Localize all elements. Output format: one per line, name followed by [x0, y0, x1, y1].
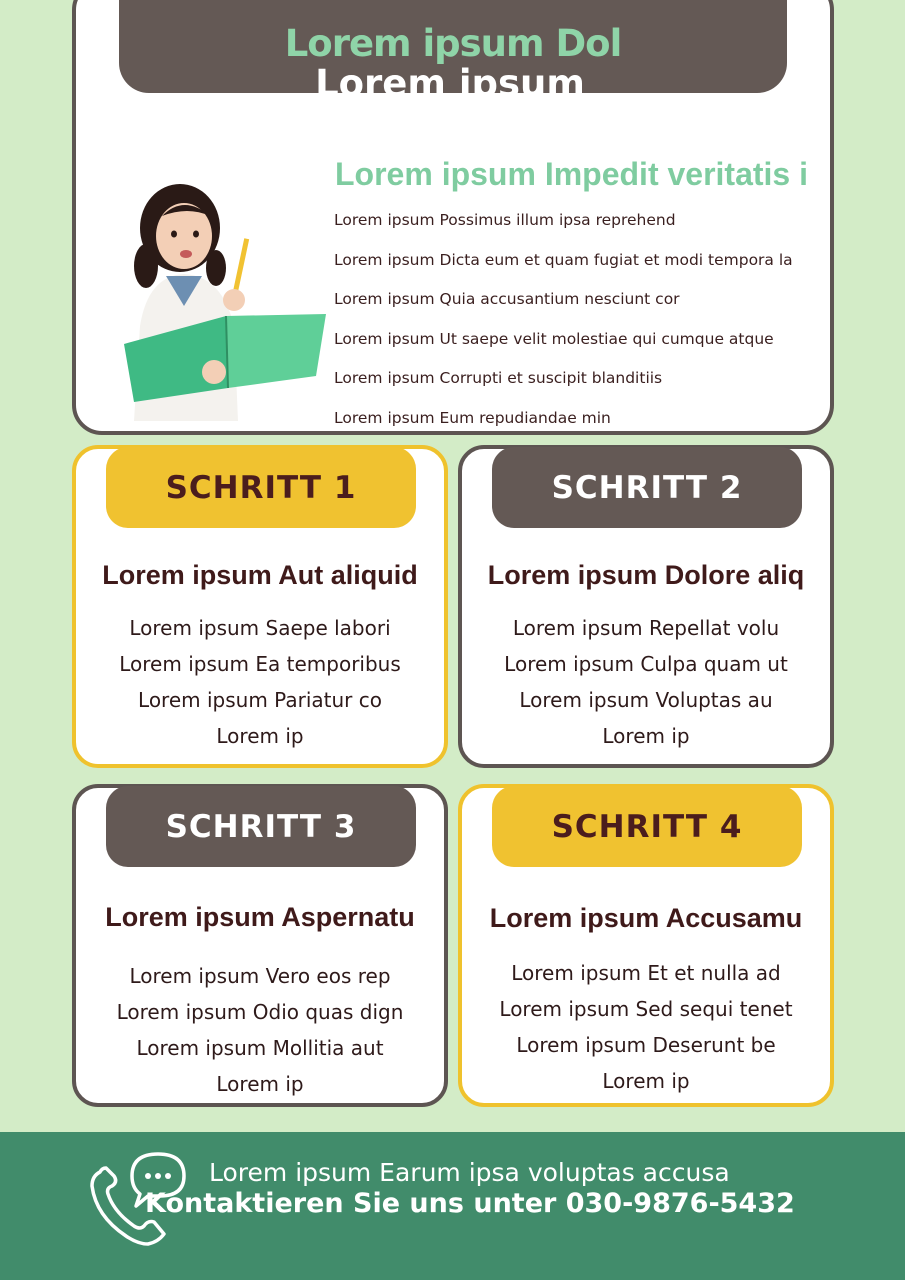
step-3-line: Lorem ipsum Vero eos rep	[129, 964, 391, 988]
intro-list-item: Lorem ipsum Dicta eum et quam fugiat et modi tempora la	[334, 250, 793, 269]
step-2-line: Lorem ip	[602, 724, 690, 748]
step-4-line: Lorem ipsum Deserunt be	[516, 1033, 776, 1057]
student-illustration	[118, 176, 330, 421]
step-2-lines	[458, 610, 834, 754]
step-1-lines	[72, 610, 448, 754]
intro-list-item: Lorem ipsum Possimus illum ipsa reprehend	[334, 211, 676, 229]
intro-list-item: Lorem ipsum Corrupti et suscipit blanditiis	[334, 369, 663, 388]
step-3-lines	[72, 958, 448, 1102]
step-3-line: Lorem ip	[216, 1072, 304, 1096]
step-2-badge: SCHRITT 2	[492, 447, 802, 528]
step-3-line: Lorem ipsum Mollitia aut	[136, 1036, 384, 1060]
step-4-line: Lorem ip	[602, 1069, 690, 1093]
step-2-line: Lorem ipsum Repellat volu	[512, 616, 780, 640]
step-1-badge: SCHRITT 1	[106, 447, 416, 528]
step-4-heading: Lorem ipsum Accusamu	[489, 903, 803, 933]
step-4-lines	[458, 955, 834, 1099]
footer-contact: Kontaktieren Sie uns unter 030-9876-5432	[145, 1188, 795, 1219]
step-1-line: Lorem ipsum Pariatur co	[138, 688, 382, 712]
step-3-heading: Lorem ipsum Aspernatu	[105, 902, 415, 932]
step-2-heading: Lorem ipsum Dolore aliq	[487, 560, 805, 590]
intro-list-item: Lorem ipsum Ut saepe velit molestiae qui cumque atque	[334, 329, 774, 348]
step-4-badge: SCHRITT 4	[492, 786, 802, 867]
step-2-line: Lorem ipsum Culpa quam ut	[504, 652, 788, 676]
step-1-line: Lorem ipsum Saepe labori	[129, 616, 391, 640]
step-4-line: Lorem ipsum Sed sequi tenet	[499, 997, 793, 1021]
intro-list-item: Lorem ipsum Eum repudiandae min	[334, 408, 611, 427]
intro-list-item: Lorem ipsum Quia accusantium nesciunt cor	[334, 290, 680, 309]
footer-tagline: Lorem ipsum Earum ipsa voluptas accusa	[209, 1158, 730, 1187]
step-1-line: Lorem ipsum Ea temporibus	[119, 652, 401, 676]
step-4-line: Lorem ipsum Et et nulla ad	[511, 961, 781, 985]
step-2-line: Lorem ipsum Voluptas au	[519, 688, 773, 712]
step-1-line: Lorem ip	[216, 724, 304, 748]
intro-list	[334, 210, 793, 448]
step-1-heading: Lorem ipsum Aut aliquid	[102, 560, 418, 590]
step-3-line: Lorem ipsum Odio quas dign	[116, 1000, 404, 1024]
step-3-badge: SCHRITT 3	[106, 786, 416, 867]
page-title-overflow: Lorem ipsum	[315, 62, 585, 105]
intro-heading: Lorem ipsum Impedit veritatis i	[335, 156, 808, 192]
page-title: Lorem ipsum Dol	[284, 22, 622, 65]
